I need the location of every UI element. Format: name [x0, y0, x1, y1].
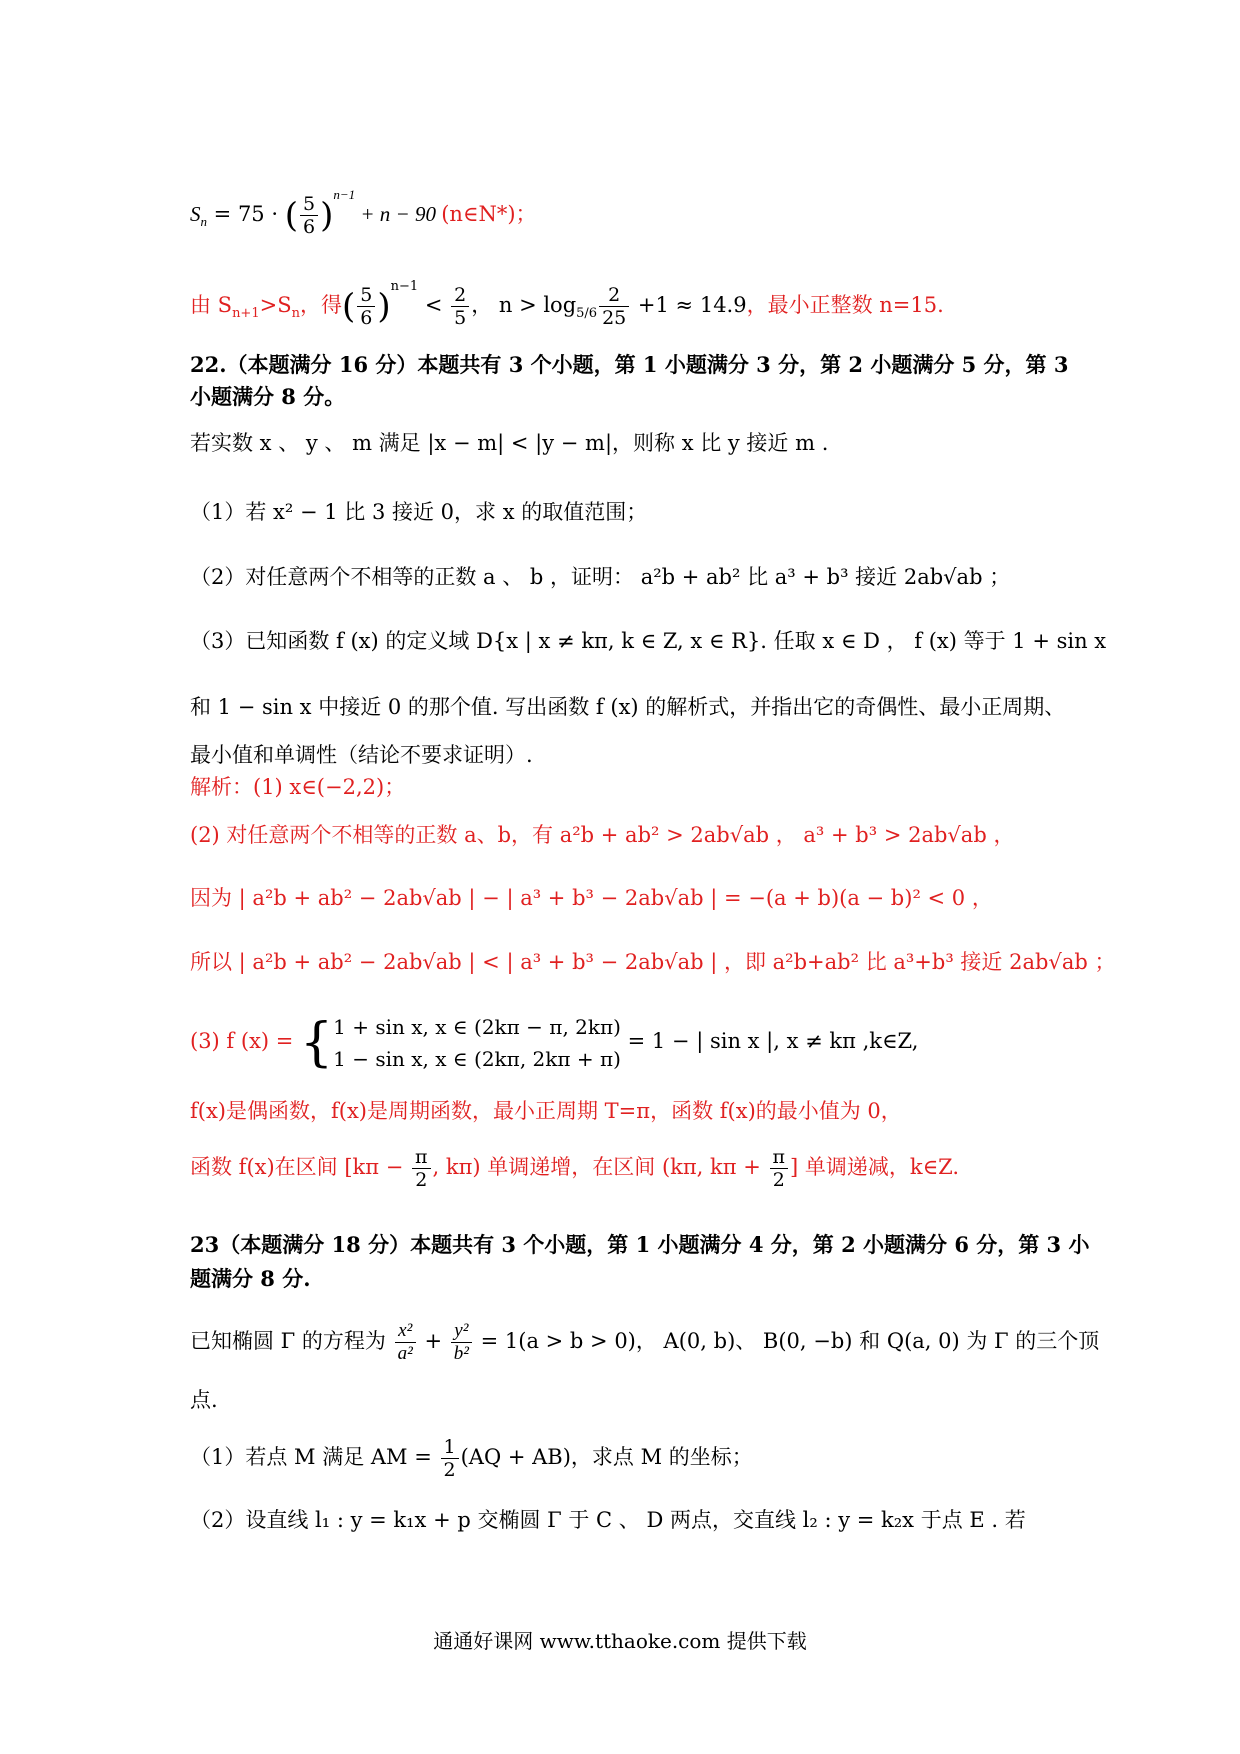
q22-header-1: 22.（本题满分 16 分）本题共有 3 个小题，第 1 小题满分 3 分，第 2 小题满分 5 分，第 3 — [190, 352, 1069, 377]
sol22-because: 因为 | a²b + ab² − 2ab√ab | − | a³ + b³ − 2ab√ab | = −(a + b)(a − b)² < 0 ， — [190, 886, 993, 910]
domain-note: (n∈N*)； — [441, 202, 537, 226]
ineq-sub2: n — [291, 306, 300, 322]
ineq-part-c: ，得 — [299, 293, 342, 317]
exponent-2: n−1 — [390, 279, 419, 294]
q23-part-1 — [190, 1430, 1070, 1484]
fraction-pi-2-b: $\frac{\pi}{2}$ — [770, 1146, 789, 1191]
mono-b: , kπ) 单调递增，在区间 (kπ, kπ + — [432, 1155, 768, 1179]
q22-part-3b: 和 1 − sin x 中接近 0 的那个值. 写出函数 f (x) 的解析式，并指出它的奇偶性、最小正周期、 — [190, 695, 1066, 719]
fraction-1-2: $\frac{1}{2}$ — [441, 1436, 459, 1481]
fraction-x2-a2: $\frac{\text{x²}}{\text{a²}}$ — [395, 1320, 416, 1365]
exponent: n−1 — [333, 187, 356, 202]
mono-a: 函数 f(x)在区间 [kπ − — [190, 1155, 411, 1179]
sol22-part-2: (2) 对任意两个不相等的正数 a、b，有 a²b + ab² > 2ab√ab ， a³ + b³ > 2ab√ab ， — [190, 823, 1015, 847]
stem-a: 已知椭圆 Γ 的方程为 — [190, 1329, 393, 1353]
p1-a: （1）若点 M 满足 AM = — [190, 1445, 439, 1469]
fraction-5-6: $\frac{5}{6}$ — [300, 193, 318, 238]
q22-part-3c: 最小值和单调性（结论不要求证明）. — [190, 743, 533, 767]
left-brace: { — [300, 1012, 334, 1073]
q22-header-2: 小题满分 8 分。 — [190, 384, 346, 409]
approx-value: +1 ≈ 14.9 — [631, 293, 747, 317]
case-2: 1 − sin x, x ∈ (2kπ, 2kπ + π) — [333, 1046, 621, 1071]
sn-subscript: n — [200, 214, 207, 230]
piecewise-tail: = 1 − | sin x |, x ≠ kπ ,k∈Z, — [620, 1029, 919, 1053]
sol22-properties: f(x)是偶函数，f(x)是周期函数，最小正周期 T=π，函数 f(x)的最小值为 0， — [190, 1099, 902, 1123]
q23-header-1: 23（本题满分 18 分）本题共有 3 个小题，第 1 小题满分 4 分，第 2 小题满分 6 分，第 3 小 — [190, 1232, 1090, 1257]
fraction-y2-b2: $\frac{\text{y²}}{\text{b²}}$ — [451, 1320, 472, 1365]
sol22-monotonicity — [190, 1140, 1070, 1194]
paren-close-2: ) — [377, 286, 391, 327]
page-footer: 通通好课网 www.tthaoke.com 提供下载 — [433, 1629, 807, 1653]
lt-sign: < — [418, 293, 450, 317]
q22-part-1: （1）若 x² − 1 比 3 接近 0，求 x 的取值范围； — [190, 500, 648, 524]
q22-part-3a: （3）已知函数 f (x) 的定义域 D{x | x ≠ kπ, k ∈ Z, x ∈ R}. 任取 x ∈ D ， f (x) 等于 1 + sin x — [190, 629, 1107, 653]
sn-eq: = 75 · — [207, 202, 285, 226]
stem-b: = 1(a > b > 0)， A(0, b)、 B(0, −b) 和 Q(a, 0) 为 Γ 的三个顶 — [473, 1329, 1100, 1353]
sn-formula — [190, 180, 1070, 238]
min-integer-note: ，最小正整数 n=15. — [746, 293, 944, 317]
sn-symbol: S — [190, 202, 201, 226]
sn-rest: + n − 90 — [355, 202, 442, 226]
paren-close: ) — [320, 195, 334, 236]
case-1: 1 + sin x, x ∈ (2kπ − π, 2kπ) — [333, 1014, 621, 1039]
stem-plus: + — [417, 1329, 449, 1353]
fraction-2-25: $\frac{2}{25}$ — [599, 284, 629, 329]
ineq-part-a: 由 S — [190, 293, 233, 317]
sol22-piecewise — [190, 1010, 1070, 1072]
q22-stem: 若实数 x 、 y 、 m 满足 |x − m| < |y − m|，则称 x 比 y 接近 m . — [190, 431, 829, 455]
log-part: ， n > log — [471, 293, 577, 317]
fraction-5-6-b: $\frac{5}{6}$ — [357, 284, 375, 329]
q22-part-2: （2）对任意两个不相等的正数 a 、 b ，证明： a²b + ab² 比 a³ + b³ 接近 2ab√ab ； — [190, 565, 1011, 589]
q23-part-2: （2）设直线 l₁ : y = k₁x + p 交椭圆 Γ 于 C 、 D 两点，交直线 l₂ : y = k₂x 于点 E . 若 — [190, 1508, 1026, 1532]
sol22-part-1: 解析：(1) x∈(−2,2)； — [190, 775, 406, 799]
p1-b: (AQ + AB)，求点 M 的坐标； — [460, 1445, 753, 1469]
paren-open-2: ( — [341, 286, 356, 327]
sn-inequality — [190, 272, 1070, 329]
piecewise-lead: (3) f (x) = — [190, 1029, 301, 1053]
piecewise-cases — [333, 1011, 621, 1075]
ineq-sub1: n+1 — [232, 306, 260, 322]
mono-c: ] 单调递减，k∈Z. — [790, 1155, 960, 1179]
fraction-pi-2: $\frac{\pi}{2}$ — [412, 1146, 431, 1191]
ineq-part-b: >S — [259, 293, 292, 317]
paren-open: ( — [284, 195, 298, 236]
q23-header-2: 题满分 8 分. — [190, 1266, 311, 1291]
sol22-therefore: 所以 | a²b + ab² − 2ab√ab | < | a³ + b³ − 2ab√ab | ，即 a²b+ab² 比 a³+b³ 接近 2ab√ab ； — [190, 950, 1116, 974]
q23-stem-end: 点. — [190, 1388, 218, 1412]
q23-stem — [190, 1312, 1100, 1370]
log-base: 5/6 — [576, 306, 598, 322]
fraction-2-5: $\frac{2}{5}$ — [451, 284, 469, 329]
